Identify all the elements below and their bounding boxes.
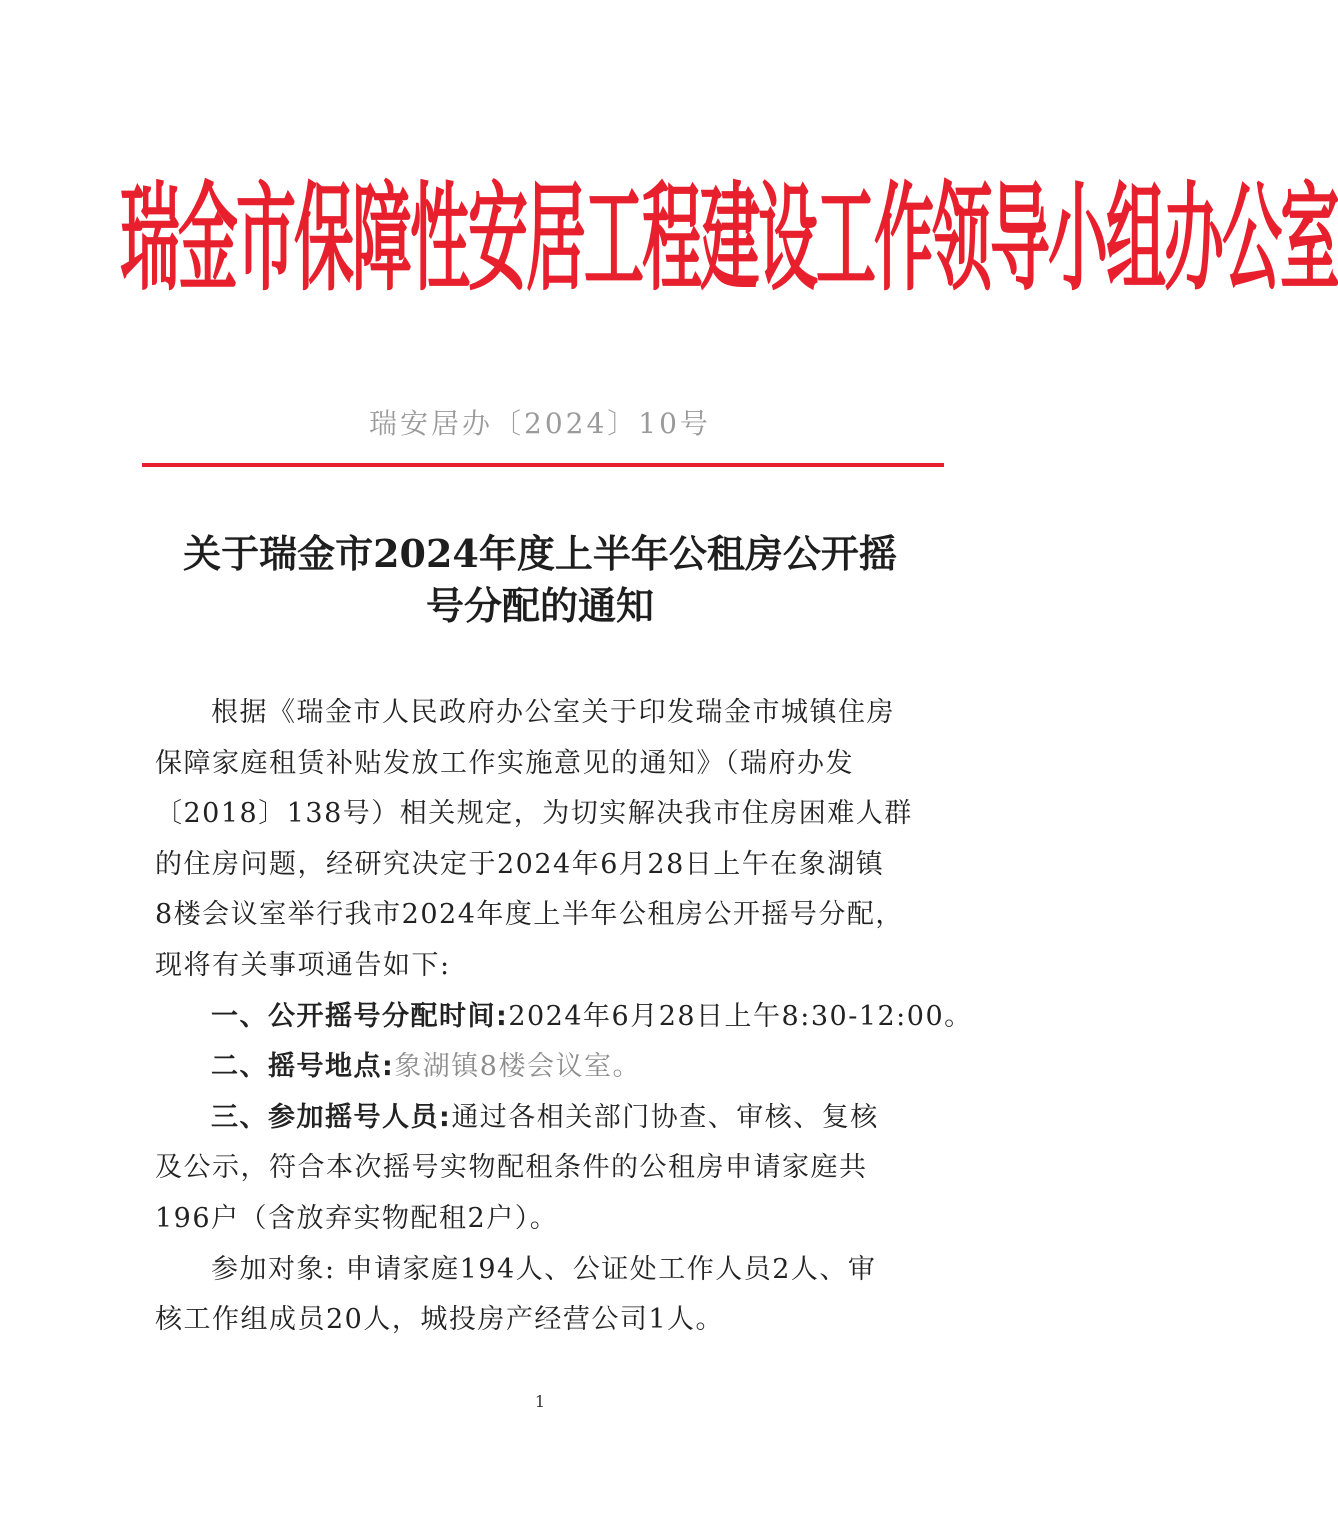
masthead-text: 瑞金市保障性安居工程建设工作领导小组办公室 <box>120 171 1338 309</box>
body-line: 196户（含放弃实物配租2户）。 <box>155 1202 559 1234</box>
body-line: 根据《瑞金市人民政府办公室关于印发瑞金市城镇住房 <box>211 697 895 728</box>
body-line: 及公示，符合本次摇号实物配租条件的公租房申请家庭共 <box>155 1152 868 1184</box>
body-line: 保障家庭租赁补贴发放工作实施意见的通知》（瑞府办发 <box>155 747 854 779</box>
item-time-label: 一、公开摇号分配时间: <box>211 1000 509 1032</box>
item-time-value: 2024年6月28日上午8:30-12:00。 <box>508 1000 973 1032</box>
page-number: 1 <box>534 1392 546 1411</box>
title-line: 号分配的通知 <box>425 583 654 628</box>
item-location-value: 象湖镇8楼会议室。 <box>394 1051 641 1083</box>
body-line: 参加对象: 申请家庭194人、公证处工作人员2人、审 <box>211 1253 877 1285</box>
notice-body <box>155 688 973 1346</box>
masthead-title <box>120 165 1338 315</box>
title-line: 关于瑞金市2024年度上半年公租房公开摇 <box>183 531 897 576</box>
item-location <box>155 1042 905 1093</box>
item-time <box>155 992 973 1043</box>
notice-title <box>140 528 940 632</box>
body-line: 8楼会议室举行我市2024年度上半年公租房公开摇号分配， <box>155 899 904 931</box>
body-line: 现将有关事项通告如下: <box>155 949 451 981</box>
item-location-label: 二、摇号地点: <box>211 1051 395 1083</box>
body-line: 的住房问题，经研究决定于2024年6月28日上午在象湖镇 <box>155 848 885 880</box>
body-line: 核工作组成员20人，城投房产经营公司1人。 <box>155 1304 725 1336</box>
item-participants <box>155 1093 905 1144</box>
body-line: 〔2018〕138号）相关规定，为切实解决我市住房困难人群 <box>155 798 913 830</box>
red-divider <box>142 463 944 467</box>
document-number: 瑞安居办〔2024〕10号 <box>369 407 711 440</box>
item-participants-value: 通过各相关部门协查、审核、复核 <box>451 1101 879 1133</box>
item-participants-label: 三、参加摇号人员: <box>211 1101 452 1133</box>
